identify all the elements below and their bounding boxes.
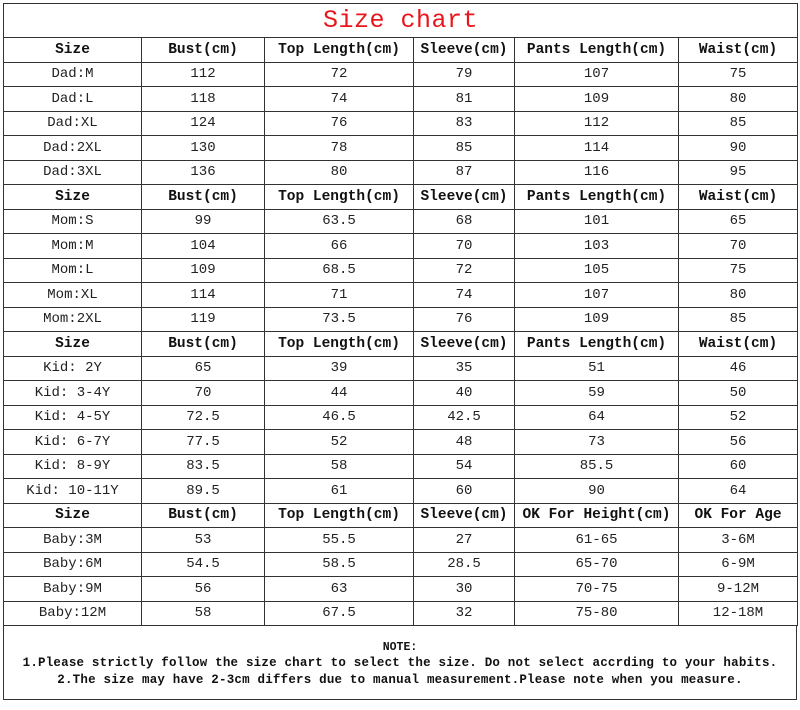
measurement-cell: 75: [679, 62, 798, 87]
measurement-cell: 54.5: [142, 552, 265, 577]
measurement-cell: 55.5: [265, 528, 414, 553]
measurement-cell: 32: [414, 601, 515, 626]
table-row: [4, 136, 798, 161]
column-header: OK For Age: [679, 503, 798, 528]
measurement-cell: 130: [142, 136, 265, 161]
column-header: Bust(cm): [142, 38, 265, 63]
table-row: [4, 430, 798, 455]
measurement-cell: 109: [142, 258, 265, 283]
measurement-cell: 136: [142, 160, 265, 185]
measurement-cell: 70: [414, 234, 515, 259]
measurement-cell: 67.5: [265, 601, 414, 626]
table-row: [4, 160, 798, 185]
header-row-dad: [4, 38, 798, 63]
measurement-cell: 48: [414, 430, 515, 455]
measurement-cell: 112: [515, 111, 679, 136]
measurement-cell: 85.5: [515, 454, 679, 479]
measurement-cell: 3-6M: [679, 528, 798, 553]
column-header: Pants Length(cm): [515, 332, 679, 357]
measurement-cell: 124: [142, 111, 265, 136]
table-row: [4, 552, 798, 577]
measurement-cell: 61-65: [515, 528, 679, 553]
table-row: [4, 234, 798, 259]
measurement-cell: 114: [515, 136, 679, 161]
size-label-cell: Baby:9M: [4, 577, 142, 602]
measurement-cell: 75: [679, 258, 798, 283]
table-row: [4, 381, 798, 406]
measurement-cell: 46.5: [265, 405, 414, 430]
measurement-cell: 73: [515, 430, 679, 455]
note-box: [3, 626, 797, 700]
measurement-cell: 76: [265, 111, 414, 136]
measurement-cell: 27: [414, 528, 515, 553]
table-row: [4, 454, 798, 479]
measurement-cell: 70-75: [515, 577, 679, 602]
size-label-cell: Baby:3M: [4, 528, 142, 553]
measurement-cell: 60: [414, 479, 515, 504]
measurement-cell: 75-80: [515, 601, 679, 626]
measurement-cell: 118: [142, 87, 265, 112]
column-header: Sleeve(cm): [414, 38, 515, 63]
measurement-cell: 61: [265, 479, 414, 504]
measurement-cell: 83: [414, 111, 515, 136]
measurement-cell: 79: [414, 62, 515, 87]
size-label-cell: Mom:XL: [4, 283, 142, 308]
table-row: [4, 307, 798, 332]
measurement-cell: 50: [679, 381, 798, 406]
measurement-cell: 53: [142, 528, 265, 553]
size-label-cell: Kid: 6-7Y: [4, 430, 142, 455]
measurement-cell: 72: [265, 62, 414, 87]
measurement-cell: 60: [679, 454, 798, 479]
size-label-cell: Mom:2XL: [4, 307, 142, 332]
measurement-cell: 85: [679, 307, 798, 332]
measurement-cell: 114: [142, 283, 265, 308]
measurement-cell: 58.5: [265, 552, 414, 577]
table-row: [4, 601, 798, 626]
size-label-cell: Kid: 2Y: [4, 356, 142, 381]
measurement-cell: 56: [142, 577, 265, 602]
header-row-baby: [4, 503, 798, 528]
table-row: [4, 405, 798, 430]
size-label-cell: Dad:XL: [4, 111, 142, 136]
measurement-cell: 74: [265, 87, 414, 112]
table-row: [4, 111, 798, 136]
measurement-cell: 81: [414, 87, 515, 112]
measurement-cell: 65: [142, 356, 265, 381]
measurement-cell: 95: [679, 160, 798, 185]
table-row: [4, 528, 798, 553]
measurement-cell: 30: [414, 577, 515, 602]
measurement-cell: 68: [414, 209, 515, 234]
measurement-cell: 112: [142, 62, 265, 87]
column-header: Size: [4, 503, 142, 528]
measurement-cell: 78: [265, 136, 414, 161]
table-row: [4, 209, 798, 234]
measurement-cell: 12-18M: [679, 601, 798, 626]
measurement-cell: 104: [142, 234, 265, 259]
size-label-cell: Dad:M: [4, 62, 142, 87]
size-label-cell: Dad:2XL: [4, 136, 142, 161]
size-label-cell: Kid: 8-9Y: [4, 454, 142, 479]
column-header: Bust(cm): [142, 332, 265, 357]
column-header: Size: [4, 185, 142, 210]
measurement-cell: 90: [515, 479, 679, 504]
measurement-cell: 65: [679, 209, 798, 234]
measurement-cell: 39: [265, 356, 414, 381]
size-label-cell: Mom:L: [4, 258, 142, 283]
measurement-cell: 35: [414, 356, 515, 381]
column-header: Bust(cm): [142, 503, 265, 528]
column-header: Top Length(cm): [265, 38, 414, 63]
measurement-cell: 65-70: [515, 552, 679, 577]
table-row: [4, 356, 798, 381]
column-header: Waist(cm): [679, 185, 798, 210]
measurement-cell: 74: [414, 283, 515, 308]
size-chart-table: [3, 3, 798, 626]
measurement-cell: 58: [265, 454, 414, 479]
note-line-1: 1.Please strictly follow the size chart to select the size. Do not select accrding to your habits.: [22, 656, 778, 670]
measurement-cell: 72: [414, 258, 515, 283]
column-header: Sleeve(cm): [414, 332, 515, 357]
measurement-cell: 42.5: [414, 405, 515, 430]
size-label-cell: Kid: 3-4Y: [4, 381, 142, 406]
size-label-cell: Kid: 4-5Y: [4, 405, 142, 430]
measurement-cell: 105: [515, 258, 679, 283]
measurement-cell: 28.5: [414, 552, 515, 577]
measurement-cell: 90: [679, 136, 798, 161]
size-label-cell: Dad:L: [4, 87, 142, 112]
measurement-cell: 40: [414, 381, 515, 406]
measurement-cell: 71: [265, 283, 414, 308]
size-chart-document: [3, 3, 797, 700]
measurement-cell: 54: [414, 454, 515, 479]
table-row: [4, 479, 798, 504]
measurement-cell: 73.5: [265, 307, 414, 332]
note-line-2: 2.The size may have 2-3cm differs due to manual measurement.Please note when you measure.: [57, 673, 743, 687]
measurement-cell: 89.5: [142, 479, 265, 504]
table-row: [4, 62, 798, 87]
column-header: Top Length(cm): [265, 332, 414, 357]
measurement-cell: 80: [265, 160, 414, 185]
table-row: [4, 577, 798, 602]
measurement-cell: 59: [515, 381, 679, 406]
title-row: [4, 4, 798, 38]
measurement-cell: 52: [679, 405, 798, 430]
measurement-cell: 99: [142, 209, 265, 234]
size-label-cell: Baby:6M: [4, 552, 142, 577]
column-header: Size: [4, 332, 142, 357]
column-header: Pants Length(cm): [515, 38, 679, 63]
measurement-cell: 109: [515, 307, 679, 332]
measurement-cell: 51: [515, 356, 679, 381]
measurement-cell: 63.5: [265, 209, 414, 234]
column-header: Top Length(cm): [265, 185, 414, 210]
column-header: Waist(cm): [679, 38, 798, 63]
measurement-cell: 46: [679, 356, 798, 381]
measurement-cell: 64: [515, 405, 679, 430]
measurement-cell: 119: [142, 307, 265, 332]
table-row: [4, 258, 798, 283]
measurement-cell: 52: [265, 430, 414, 455]
size-label-cell: Mom:S: [4, 209, 142, 234]
column-header: Bust(cm): [142, 185, 265, 210]
measurement-cell: 109: [515, 87, 679, 112]
measurement-cell: 44: [265, 381, 414, 406]
measurement-cell: 85: [414, 136, 515, 161]
column-header: Waist(cm): [679, 332, 798, 357]
size-label-cell: Dad:3XL: [4, 160, 142, 185]
measurement-cell: 77.5: [142, 430, 265, 455]
measurement-cell: 87: [414, 160, 515, 185]
column-header: Top Length(cm): [265, 503, 414, 528]
column-header: Size: [4, 38, 142, 63]
measurement-cell: 103: [515, 234, 679, 259]
chart-title: Size chart: [4, 4, 798, 38]
header-row-mom: [4, 185, 798, 210]
size-label-cell: Mom:M: [4, 234, 142, 259]
measurement-cell: 72.5: [142, 405, 265, 430]
table-row: [4, 283, 798, 308]
measurement-cell: 6-9M: [679, 552, 798, 577]
column-header: Sleeve(cm): [414, 185, 515, 210]
measurement-cell: 83.5: [142, 454, 265, 479]
column-header: Pants Length(cm): [515, 185, 679, 210]
measurement-cell: 101: [515, 209, 679, 234]
measurement-cell: 56: [679, 430, 798, 455]
measurement-cell: 70: [142, 381, 265, 406]
measurement-cell: 66: [265, 234, 414, 259]
measurement-cell: 68.5: [265, 258, 414, 283]
measurement-cell: 9-12M: [679, 577, 798, 602]
measurement-cell: 63: [265, 577, 414, 602]
measurement-cell: 80: [679, 87, 798, 112]
measurement-cell: 80: [679, 283, 798, 308]
measurement-cell: 107: [515, 283, 679, 308]
measurement-cell: 76: [414, 307, 515, 332]
measurement-cell: 64: [679, 479, 798, 504]
measurement-cell: 85: [679, 111, 798, 136]
note-title: NOTE:: [382, 641, 418, 654]
measurement-cell: 107: [515, 62, 679, 87]
size-label-cell: Kid: 10-11Y: [4, 479, 142, 504]
measurement-cell: 58: [142, 601, 265, 626]
table-row: [4, 87, 798, 112]
measurement-cell: 116: [515, 160, 679, 185]
column-header: Sleeve(cm): [414, 503, 515, 528]
column-header: OK For Height(cm): [515, 503, 679, 528]
measurement-cell: 70: [679, 234, 798, 259]
header-row-kid: [4, 332, 798, 357]
size-label-cell: Baby:12M: [4, 601, 142, 626]
